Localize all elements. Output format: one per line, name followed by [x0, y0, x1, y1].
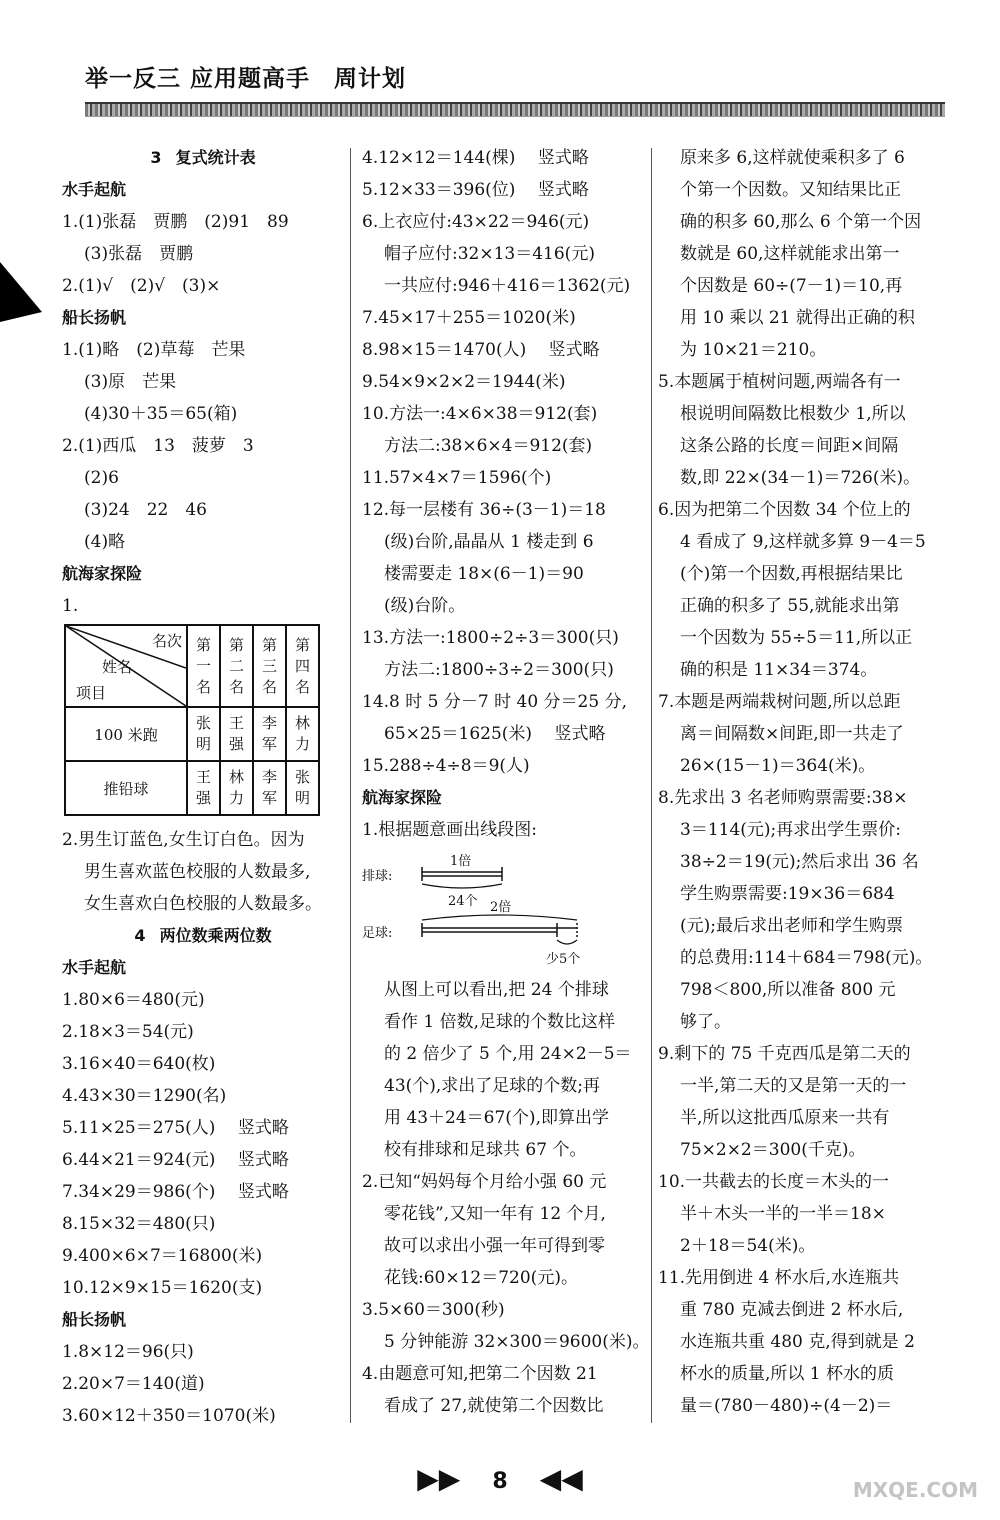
- answer-line: 2.(1)西瓜 13 菠萝 3: [62, 436, 254, 456]
- page-number: 8: [492, 1469, 508, 1494]
- header-rule: [85, 102, 945, 117]
- table-row: [65, 707, 319, 761]
- table-header-cell: 第 三 名: [253, 625, 286, 707]
- answer-line: 1.(1)张磊 贾鹏 (2)91 89: [62, 212, 289, 232]
- answer-line: 10.一共截去的长度＝木头的一: [658, 1172, 890, 1192]
- answer-line: 看作 1 倍数,足球的个数比这样: [384, 1012, 616, 1032]
- answer-line: (2)6: [84, 468, 119, 488]
- answer-line: 学生购票需要:19×36＝684: [680, 884, 895, 904]
- answer-line: 2.(1)√ (2)√ (3)×: [62, 276, 221, 296]
- table-row-label: 推铅球: [65, 761, 187, 815]
- seg-label-less5: 少5个: [546, 952, 581, 967]
- answer-line: (元);最后求出老师和学生购票: [680, 916, 903, 936]
- section-title-3: 3 复式统计表: [150, 148, 256, 167]
- column-divider-1: [350, 148, 351, 1423]
- answer-line: 数,即 22×(34－1)＝726(米)。: [680, 468, 921, 488]
- ranking-table: [64, 624, 320, 816]
- table-header-cell: 第 四 名: [286, 625, 319, 707]
- answer-line: 方法二:38×6×4＝912(套): [384, 436, 593, 456]
- answer-line: 半＋木头一半的一半＝18×: [680, 1204, 886, 1224]
- answer-line: (4)略: [84, 532, 126, 552]
- backward-arrows-icon: ◀◀: [539, 1462, 583, 1495]
- answer-line: 4.由题意可知,把第二个因数 21: [362, 1364, 598, 1384]
- book-title: 举一反三 应用题高手: [85, 66, 311, 92]
- answer-line: (3)原 芒果: [84, 372, 177, 392]
- answer-line: 2.18×3＝54(元): [62, 1022, 194, 1042]
- answer-line: 确的积多 60,那么 6 个第一个因: [680, 212, 922, 232]
- answer-line: 7.45×17＋255＝1020(米): [362, 308, 576, 328]
- answer-line: 正确的积多了 55,就能求出第: [680, 596, 900, 616]
- subsection-heading: 航海家探险: [62, 564, 143, 583]
- answer-line: 个因数是 60÷(7－1)＝10,再: [680, 276, 903, 296]
- answer-line: 75×2×2＝300(千克)。: [680, 1140, 866, 1160]
- answer-line: 38÷2＝19(元);然后求出 36 名: [680, 852, 919, 872]
- section-title-4: 4 两位数乘两位数: [134, 926, 272, 945]
- answer-line: 3.60×12＋350＝1070(米): [62, 1406, 276, 1426]
- answer-line: 14.8 时 5 分－7 时 40 分＝25 分,: [362, 692, 627, 712]
- answer-line: 一共应付:946＋416＝1362(元): [384, 276, 631, 296]
- watermark: MXQE.COM: [852, 1478, 978, 1502]
- answer-line: 7.34×29＝986(个) 竖式略: [62, 1182, 289, 1202]
- answer-line: 用 10 乘以 21 就得出正确的积: [680, 308, 915, 328]
- answer-line: 3.5×60＝300(秒): [362, 1300, 505, 1320]
- answer-line: 重 780 克减去倒进 2 杯水后,: [680, 1300, 904, 1320]
- answer-line: 3＝114(元);再求出学生票价:: [680, 820, 901, 840]
- answer-line: 798＜800,所以准备 800 元: [680, 980, 896, 1000]
- answer-line: 量＝(780－480)÷(4－2)＝: [680, 1396, 893, 1416]
- answer-line: 离＝间隔数×间距,即一共走了: [680, 724, 904, 744]
- answer-line: 3.16×40＝640(枚): [62, 1054, 216, 1074]
- answer-line: 12.每一层楼有 36÷(3－1)＝18: [362, 500, 606, 520]
- answer-line: 的总费用:114＋684＝798(元)。: [680, 948, 933, 968]
- answer-line: 1.根据题意画出线段图:: [362, 820, 537, 840]
- answer-line: 8.15×32＝480(只): [62, 1214, 216, 1234]
- header-title: [85, 60, 406, 93]
- subsection-heading: 航海家探险: [362, 788, 443, 807]
- line-segment-diagram: [362, 850, 612, 968]
- subsection-heading: 船长扬帆: [62, 1310, 127, 1329]
- column-2: [362, 142, 650, 1422]
- corner-label-item: 项目: [76, 684, 107, 702]
- answer-line: 2.20×7＝140(道): [62, 1374, 205, 1394]
- book-subtitle: 周计划: [334, 66, 407, 92]
- answer-line: 1.8×12＝96(只): [62, 1342, 194, 1362]
- column-3: [658, 142, 944, 1422]
- answer-line: (级)台阶,晶晶从 1 楼走到 6: [384, 532, 594, 552]
- column-divider-2: [651, 148, 652, 1423]
- answer-line: 1.80×6＝480(元): [62, 990, 205, 1010]
- answer-line: 9.54×9×2×2＝1944(米): [362, 372, 566, 392]
- answer-line: 2.男生订蓝色,女生订白色。因为: [62, 830, 305, 850]
- table-header-cell: 第 二 名: [220, 625, 253, 707]
- answer-line: 看成了 27,就使第二个因数比: [384, 1396, 604, 1416]
- answer-line: 够了。: [680, 1012, 731, 1032]
- answer-line: 4.12×12＝144(棵) 竖式略: [362, 148, 589, 168]
- answer-line: 10.方法一:4×6×38＝912(套): [362, 404, 598, 424]
- answer-line: 用 43＋24＝67(个),即算出学: [384, 1108, 609, 1128]
- subsection-heading: 水手起航: [62, 958, 127, 977]
- subsection-heading: 水手起航: [62, 180, 127, 199]
- table-row: [65, 761, 319, 815]
- answer-line: 6.44×21＝924(元) 竖式略: [62, 1150, 289, 1170]
- answer-line: 花钱:60×12＝720(元)。: [384, 1268, 578, 1288]
- answer-line: 这条公路的长度＝间距×间隔: [680, 436, 899, 456]
- answer-line: 一个因数为 55÷5＝11,所以正: [680, 628, 913, 648]
- answer-line: 2＋18＝54(米)。: [680, 1236, 816, 1256]
- answer-line: 11.57×4×7＝1596(个): [362, 468, 552, 488]
- seg-label-2x: 2倍: [490, 900, 512, 915]
- answer-line: 6.上衣应付:43×22＝946(元): [362, 212, 590, 232]
- answer-line: 10.12×9×15＝1620(支): [62, 1278, 263, 1298]
- answer-line: 根说明间隔数比根数少 1,所以: [680, 404, 906, 424]
- answer-line: 6.因为把第二个因数 34 个位上的: [658, 500, 911, 520]
- answer-line: 43(个),求出了足球的个数;再: [384, 1076, 601, 1096]
- answer-line: 5.12×33＝396(位) 竖式略: [362, 180, 589, 200]
- answer-line: 的 2 倍少了 5 个,用 24×2－5＝: [384, 1044, 632, 1064]
- table-cell: 王 强: [187, 761, 220, 815]
- seg-label-football: 足球:: [362, 926, 393, 941]
- answer-line: 一半,第二天的又是第一天的一: [680, 1076, 907, 1096]
- table-cell: 林 力: [286, 707, 319, 761]
- answer-line: 半,所以这批西瓜原来一共有: [680, 1108, 890, 1128]
- answer-line: 4 看成了 9,这样就多算 9－4＝5: [680, 532, 926, 552]
- table-corner-cell: [65, 625, 187, 707]
- answer-line: 9.400×6×7＝16800(米): [62, 1246, 263, 1266]
- answer-line: 15.288÷4÷8＝9(人): [362, 756, 530, 776]
- answer-line: 8.先求出 3 名老师购票需要:38×: [658, 788, 908, 808]
- answer-line: 原来多 6,这样就使乘积多了 6: [680, 148, 905, 168]
- answer-line: (4)30＋35＝65(箱): [84, 404, 238, 424]
- corner-label-name: 姓名: [102, 658, 133, 676]
- answer-line: 方法二:1800÷3÷2＝300(只): [384, 660, 614, 680]
- table-row-label: 100 米跑: [65, 707, 187, 761]
- table-cell: 林 力: [220, 761, 253, 815]
- subsection-heading: 船长扬帆: [62, 308, 127, 327]
- answer-line: 女生喜欢白色校服的人数最多。: [84, 894, 322, 914]
- answer-line: (3)张磊 贾鹏: [84, 244, 194, 264]
- answer-line: 11.先用倒进 4 杯水后,水连瓶共: [658, 1268, 900, 1288]
- table-header-cell: 第 一 名: [187, 625, 220, 707]
- answer-line: 5 分钟能游 32×300＝9600(米)。: [384, 1332, 650, 1352]
- answer-line: 2.已知“妈妈每个月给小强 60 元: [362, 1172, 607, 1192]
- answer-line: 从图上可以看出,把 24 个排球: [384, 980, 609, 1000]
- answer-line: (3)24 22 46: [84, 500, 207, 520]
- table-cell: 王 强: [220, 707, 253, 761]
- table-cell: 李 军: [253, 707, 286, 761]
- answer-line: (个)第一个因数,再根据结果比: [680, 564, 903, 584]
- answer-line: 4.43×30＝1290(名): [62, 1086, 227, 1106]
- answer-line: 数就是 60,这样就能求出第一: [680, 244, 900, 264]
- answer-line: 8.98×15＝1470(人) 竖式略: [362, 340, 600, 360]
- seg-label-volleyball: 排球:: [362, 869, 393, 884]
- answer-line: 1.(1)略 (2)草莓 芒果: [62, 340, 246, 360]
- answer-line: (级)台阶。: [384, 596, 466, 616]
- answer-line: 确的积是 11×34＝374。: [680, 660, 878, 680]
- table-cell: 张 明: [286, 761, 319, 815]
- answer-line: 5.本题属于植树问题,两端各有一: [658, 372, 901, 392]
- answer-line: 为 10×21＝210。: [680, 340, 827, 360]
- answer-line: 故可以求出小强一年可得到零: [384, 1236, 605, 1256]
- answer-line: 9.剩下的 75 千克西瓜是第二天的: [658, 1044, 911, 1064]
- answer-line: 楼需要走 18×(6－1)＝90: [384, 564, 584, 584]
- column-1: [62, 142, 344, 1432]
- answer-line: 个第一个因数。又知结果比正: [680, 180, 901, 200]
- answer-line: 零花钱”,又知一年有 12 个月,: [384, 1204, 606, 1224]
- answer-line: 水连瓶共重 480 克,得到就是 2: [680, 1332, 915, 1352]
- answer-line: 7.本题是两端栽树问题,所以总距: [658, 692, 901, 712]
- table-cell: 张 明: [187, 707, 220, 761]
- answer-line: 校有排球和足球共 67 个。: [384, 1140, 587, 1160]
- answer-line: 男生喜欢蓝色校服的人数最多,: [84, 862, 311, 882]
- answer-line: 帽子应付:32×13＝416(元): [384, 244, 595, 264]
- corner-label-rank: 名次: [151, 632, 182, 650]
- answer-line: 杯水的质量,所以 1 杯水的质: [680, 1364, 895, 1384]
- seg-label-24: 24个: [448, 894, 478, 909]
- answer-line: 13.方法一:1800÷2÷3＝300(只): [362, 628, 619, 648]
- answer-line: 26×(15－1)＝364(米)。: [680, 756, 876, 776]
- answer-line: 65×25＝1625(米) 竖式略: [384, 724, 606, 744]
- forward-arrows-icon: ▶▶: [417, 1462, 461, 1495]
- table-cell: 李 军: [253, 761, 286, 815]
- answer-line: 1.: [62, 596, 79, 616]
- seg-label-1x: 1倍: [450, 854, 472, 869]
- corner-tab: [0, 262, 42, 322]
- answer-line: 5.11×25＝275(人) 竖式略: [62, 1118, 289, 1138]
